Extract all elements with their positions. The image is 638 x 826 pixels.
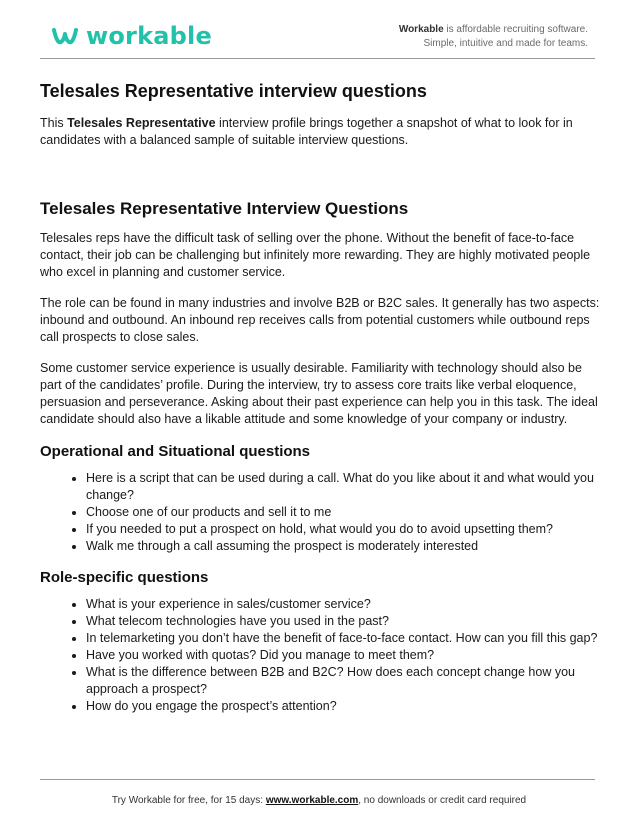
workable-w-logo-icon: [52, 26, 78, 46]
paragraph: The role can be found in many industries and involve B2B or B2C sales. It generally has two aspects: inbound and outbound. An inbound rep receives calls from potential customers while outbound reps call prospects to close sales.: [40, 296, 600, 344]
list-item: • Here is a script that can be used during a call. What do you like about it and what would you change?: [86, 470, 600, 504]
list-item: • What telecom technologies have you used in the past?: [86, 613, 600, 630]
tagline-line2: Simple, intuitive and made for teams.: [423, 38, 588, 49]
list-item: • What is your experience in sales/customer service?: [86, 596, 600, 613]
list-item: • Have you worked with quotas? Did you manage to meet them?: [86, 647, 600, 664]
logo-text: workable: [86, 22, 212, 50]
intro-bold: Telesales Representative: [67, 116, 216, 130]
list-item: • If you needed to put a prospect on hold, what would you do to avoid upsetting them?: [86, 521, 600, 538]
paragraph: Some customer service experience is usually desirable. Familiarity with technology should also be part of the candidates’ profile. During the interview, try to assess core traits like verbal eloquence, persuasion and perseverance. Asking about their past experience can help you in this task. The ideal candidate should also have a likable attitude and some knowledge of your company or industry.: [40, 361, 598, 426]
tagline-brand: Workable: [398, 24, 444, 35]
footer-divider: [40, 779, 595, 780]
list-item: • In telemarketing you don’t have the benefit of face-to-face contact. How can you fill this gap?: [86, 630, 600, 647]
document-body: [40, 80, 600, 728]
footer-text-after: , no downloads or credit card required: [358, 795, 527, 806]
role-specific-heading: Role-specific questions: [40, 569, 209, 586]
section-heading: Telesales Representative Interview Questions: [40, 199, 409, 218]
page-footer: [0, 795, 638, 806]
list-item: • How do you engage the prospect’s attention?: [86, 698, 600, 715]
operational-list: [40, 470, 600, 555]
operational-heading: Operational and Situational questions: [40, 443, 311, 460]
footer-link[interactable]: www.workable.com: [265, 795, 359, 806]
role-specific-list: [40, 596, 600, 715]
workable-logo[interactable]: [52, 20, 212, 52]
list-item: • Walk me through a call assuming the prospect is moderately interested: [86, 538, 600, 555]
list-item: • What is the difference between B2B and B2C? How does each concept change how you approach a prospect?: [86, 664, 600, 698]
intro-paragraph: [40, 115, 600, 149]
tagline-line1: is affordable recruiting software.: [443, 24, 588, 35]
page-header: [0, 0, 638, 70]
tagline: [399, 23, 588, 51]
page-title: Telesales Representative interview questions: [40, 81, 427, 101]
footer-text-before: Try Workable for free, for 15 days:: [111, 795, 266, 806]
list-item: • Choose one of our products and sell it to me: [86, 504, 600, 521]
header-divider: [40, 58, 595, 59]
paragraph: Telesales reps have the difficult task of selling over the phone. Without the benefit of face-to-face contact, their job can be challenging but infinitely more rewarding. They are highly motivated people who excel in planning and customer service.: [40, 231, 591, 279]
intro-after: interview profile brings together a snapshot of what to look for in candidates with a balanced sample of suitable interview questions.: [40, 116, 573, 147]
intro-before: This: [40, 116, 68, 130]
